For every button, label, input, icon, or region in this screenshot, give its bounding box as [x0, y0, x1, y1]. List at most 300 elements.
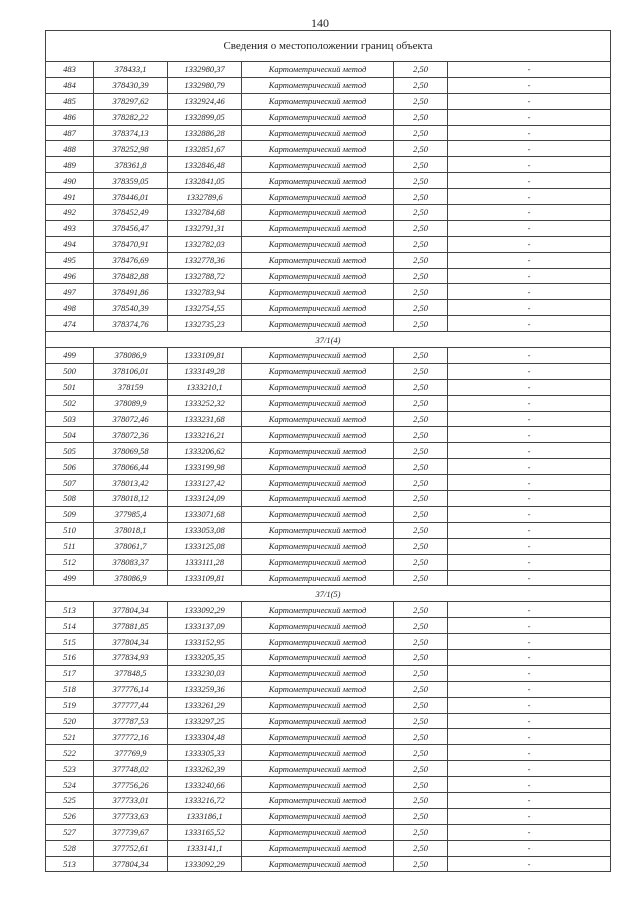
accuracy-cell: 2,50: [394, 761, 448, 777]
y-coordinate-cell: 1333252,32: [168, 395, 242, 411]
x-coordinate-cell: 377756,26: [94, 777, 168, 793]
description-cell: -: [448, 570, 611, 586]
method-cell: Картометрический метод: [242, 109, 394, 125]
accuracy-cell: 2,50: [394, 141, 448, 157]
description-cell: -: [448, 125, 611, 141]
point-number-cell: 504: [46, 427, 94, 443]
accuracy-cell: 2,50: [394, 93, 448, 109]
y-coordinate-cell: 1333240,66: [168, 777, 242, 793]
point-number-cell: 493: [46, 220, 94, 236]
y-coordinate-cell: 1333165,52: [168, 824, 242, 840]
point-number-cell: 522: [46, 745, 94, 761]
point-number-cell: 474: [46, 316, 94, 332]
description-cell: -: [448, 205, 611, 221]
accuracy-cell: 2,50: [394, 618, 448, 634]
method-cell: Картометрический метод: [242, 157, 394, 173]
y-coordinate-cell: 1333186,1: [168, 808, 242, 824]
description-cell: -: [448, 93, 611, 109]
description-cell: -: [448, 284, 611, 300]
point-number-cell: 498: [46, 300, 94, 316]
method-cell: Картометрический метод: [242, 665, 394, 681]
accuracy-cell: 2,50: [394, 824, 448, 840]
point-number-cell: 484: [46, 77, 94, 93]
y-coordinate-cell: 1332784,68: [168, 205, 242, 221]
x-coordinate-cell: 378540,39: [94, 300, 168, 316]
x-coordinate-cell: 378456,47: [94, 220, 168, 236]
accuracy-cell: 2,50: [394, 459, 448, 475]
table-row: [46, 459, 611, 475]
method-cell: Картометрический метод: [242, 506, 394, 522]
y-coordinate-cell: 1333109,81: [168, 570, 242, 586]
table-row: [46, 411, 611, 427]
point-number-cell: 486: [46, 109, 94, 125]
accuracy-cell: 2,50: [394, 411, 448, 427]
accuracy-cell: 2,50: [394, 570, 448, 586]
description-cell: -: [448, 236, 611, 252]
table-row: [46, 300, 611, 316]
y-coordinate-cell: 1332924,46: [168, 93, 242, 109]
x-coordinate-cell: 378086,9: [94, 348, 168, 364]
point-number-cell: 485: [46, 93, 94, 109]
method-cell: Картометрический метод: [242, 284, 394, 300]
y-coordinate-cell: 1333141,1: [168, 840, 242, 856]
accuracy-cell: 2,50: [394, 713, 448, 729]
accuracy-cell: 2,50: [394, 62, 448, 78]
method-cell: Картометрический метод: [242, 252, 394, 268]
point-number-cell: 521: [46, 729, 94, 745]
point-number-cell: 508: [46, 491, 94, 507]
method-cell: Картометрический метод: [242, 236, 394, 252]
method-cell: Картометрический метод: [242, 411, 394, 427]
table-row: [46, 141, 611, 157]
accuracy-cell: 2,50: [394, 220, 448, 236]
x-coordinate-cell: 378066,44: [94, 459, 168, 475]
point-number-cell: 523: [46, 761, 94, 777]
description-cell: -: [448, 459, 611, 475]
accuracy-cell: 2,50: [394, 252, 448, 268]
method-cell: Картометрический метод: [242, 93, 394, 109]
boundary-coordinates-table: [45, 30, 611, 872]
y-coordinate-cell: 1333261,29: [168, 697, 242, 713]
y-coordinate-cell: 1333216,21: [168, 427, 242, 443]
accuracy-cell: 2,50: [394, 840, 448, 856]
table-row: [46, 681, 611, 697]
y-coordinate-cell: 1333199,98: [168, 459, 242, 475]
accuracy-cell: 2,50: [394, 363, 448, 379]
table-row: [46, 792, 611, 808]
y-coordinate-cell: 1333125,08: [168, 538, 242, 554]
description-cell: -: [448, 713, 611, 729]
point-number-cell: 515: [46, 634, 94, 650]
point-number-cell: 526: [46, 808, 94, 824]
method-cell: Картометрический метод: [242, 681, 394, 697]
x-coordinate-cell: 377777,44: [94, 697, 168, 713]
x-coordinate-cell: 378282,22: [94, 109, 168, 125]
table-title: Сведения о местоположении границ объекта: [46, 31, 611, 62]
method-cell: Картометрический метод: [242, 205, 394, 221]
accuracy-cell: 2,50: [394, 157, 448, 173]
accuracy-cell: 2,50: [394, 316, 448, 332]
method-cell: Картометрический метод: [242, 697, 394, 713]
x-coordinate-cell: 378446,01: [94, 189, 168, 205]
point-number-cell: 525: [46, 792, 94, 808]
y-coordinate-cell: 1332846,48: [168, 157, 242, 173]
x-coordinate-cell: 378470,91: [94, 236, 168, 252]
x-coordinate-cell: 378013,42: [94, 475, 168, 491]
y-coordinate-cell: 1333259,36: [168, 681, 242, 697]
table-row: [46, 252, 611, 268]
method-cell: Картометрический метод: [242, 316, 394, 332]
accuracy-cell: 2,50: [394, 395, 448, 411]
accuracy-cell: 2,50: [394, 125, 448, 141]
description-cell: -: [448, 824, 611, 840]
description-cell: -: [448, 792, 611, 808]
y-coordinate-cell: 1332783,94: [168, 284, 242, 300]
y-coordinate-cell: 1333149,28: [168, 363, 242, 379]
description-cell: -: [448, 602, 611, 618]
description-cell: -: [448, 665, 611, 681]
x-coordinate-cell: 377733,63: [94, 808, 168, 824]
x-coordinate-cell: 377748,02: [94, 761, 168, 777]
table-row: [46, 745, 611, 761]
method-cell: Картометрический метод: [242, 522, 394, 538]
point-number-cell: 506: [46, 459, 94, 475]
x-coordinate-cell: 378430,39: [94, 77, 168, 93]
x-coordinate-cell: 378433,1: [94, 62, 168, 78]
method-cell: Картометрический метод: [242, 427, 394, 443]
accuracy-cell: 2,50: [394, 427, 448, 443]
accuracy-cell: 2,50: [394, 109, 448, 125]
accuracy-cell: 2,50: [394, 506, 448, 522]
method-cell: Картометрический метод: [242, 300, 394, 316]
method-cell: Картометрический метод: [242, 348, 394, 364]
description-cell: -: [448, 189, 611, 205]
x-coordinate-cell: 377769,9: [94, 745, 168, 761]
method-cell: Картометрический метод: [242, 443, 394, 459]
method-cell: Картометрический метод: [242, 475, 394, 491]
y-coordinate-cell: 1332791,31: [168, 220, 242, 236]
description-cell: -: [448, 618, 611, 634]
method-cell: Картометрический метод: [242, 379, 394, 395]
method-cell: Картометрический метод: [242, 189, 394, 205]
y-coordinate-cell: 1332788,72: [168, 268, 242, 284]
description-cell: -: [448, 348, 611, 364]
x-coordinate-cell: 378374,13: [94, 125, 168, 141]
method-cell: Картометрический метод: [242, 649, 394, 665]
description-cell: -: [448, 506, 611, 522]
description-cell: -: [448, 316, 611, 332]
x-coordinate-cell: 377804,34: [94, 634, 168, 650]
description-cell: -: [448, 522, 611, 538]
table-row: [46, 125, 611, 141]
table-row: [46, 761, 611, 777]
table-row: [46, 348, 611, 364]
description-cell: -: [448, 745, 611, 761]
y-coordinate-cell: 1333230,03: [168, 665, 242, 681]
description-cell: -: [448, 697, 611, 713]
method-cell: Картометрический метод: [242, 570, 394, 586]
point-number-cell: 519: [46, 697, 94, 713]
table-row: [46, 697, 611, 713]
point-number-cell: 520: [46, 713, 94, 729]
point-number-cell: 501: [46, 379, 94, 395]
accuracy-cell: 2,50: [394, 856, 448, 872]
y-coordinate-cell: 1333092,29: [168, 856, 242, 872]
y-coordinate-cell: 1332778,36: [168, 252, 242, 268]
description-cell: -: [448, 62, 611, 78]
point-number-cell: 492: [46, 205, 94, 221]
description-cell: -: [448, 109, 611, 125]
point-number-cell: 518: [46, 681, 94, 697]
y-coordinate-cell: 1333071,68: [168, 506, 242, 522]
x-coordinate-cell: 377752,61: [94, 840, 168, 856]
accuracy-cell: 2,50: [394, 697, 448, 713]
method-cell: Картометрический метод: [242, 808, 394, 824]
table-row: [46, 602, 611, 618]
y-coordinate-cell: 1333109,81: [168, 348, 242, 364]
y-coordinate-cell: 1332782,03: [168, 236, 242, 252]
x-coordinate-cell: 377881,85: [94, 618, 168, 634]
method-cell: Картометрический метод: [242, 777, 394, 793]
table-row: [46, 443, 611, 459]
point-number-cell: 503: [46, 411, 94, 427]
description-cell: -: [448, 411, 611, 427]
accuracy-cell: 2,50: [394, 522, 448, 538]
y-coordinate-cell: 1333137,09: [168, 618, 242, 634]
description-cell: -: [448, 173, 611, 189]
table-row: [46, 316, 611, 332]
point-number-cell: 494: [46, 236, 94, 252]
x-coordinate-cell: 378361,8: [94, 157, 168, 173]
x-coordinate-cell: 378359,05: [94, 173, 168, 189]
y-coordinate-cell: 1333216,72: [168, 792, 242, 808]
table-row: [46, 189, 611, 205]
y-coordinate-cell: 1332886,28: [168, 125, 242, 141]
method-cell: Картометрический метод: [242, 761, 394, 777]
y-coordinate-cell: 1333231,68: [168, 411, 242, 427]
method-cell: Картометрический метод: [242, 363, 394, 379]
y-coordinate-cell: 1332851,67: [168, 141, 242, 157]
x-coordinate-cell: 377804,34: [94, 856, 168, 872]
x-coordinate-cell: 378106,01: [94, 363, 168, 379]
description-cell: -: [448, 268, 611, 284]
description-cell: -: [448, 363, 611, 379]
description-cell: -: [448, 856, 611, 872]
point-number-cell: 527: [46, 824, 94, 840]
x-coordinate-cell: 378061,7: [94, 538, 168, 554]
table-row: [46, 570, 611, 586]
method-cell: Картометрический метод: [242, 618, 394, 634]
table-title-row: [46, 31, 611, 62]
y-coordinate-cell: 1332841,05: [168, 173, 242, 189]
x-coordinate-cell: 378491,86: [94, 284, 168, 300]
table-row: [46, 554, 611, 570]
method-cell: Картометрический метод: [242, 141, 394, 157]
point-number-cell: 499: [46, 348, 94, 364]
table-row: [46, 522, 611, 538]
point-number-cell: 511: [46, 538, 94, 554]
point-number-cell: 500: [46, 363, 94, 379]
description-cell: -: [448, 729, 611, 745]
point-number-cell: 513: [46, 602, 94, 618]
accuracy-cell: 2,50: [394, 268, 448, 284]
point-number-cell: 512: [46, 554, 94, 570]
accuracy-cell: 2,50: [394, 300, 448, 316]
description-cell: -: [448, 491, 611, 507]
table-row: [46, 157, 611, 173]
y-coordinate-cell: 1333304,48: [168, 729, 242, 745]
y-coordinate-cell: 1333124,09: [168, 491, 242, 507]
point-number-cell: 489: [46, 157, 94, 173]
method-cell: Картометрический метод: [242, 538, 394, 554]
method-cell: Картометрический метод: [242, 268, 394, 284]
y-coordinate-cell: 1332735,23: [168, 316, 242, 332]
accuracy-cell: 2,50: [394, 729, 448, 745]
table-row: [46, 77, 611, 93]
section-header-row: [46, 586, 611, 602]
point-number-cell: 487: [46, 125, 94, 141]
table-row: [46, 62, 611, 78]
description-cell: -: [448, 300, 611, 316]
table-row: [46, 649, 611, 665]
description-cell: -: [448, 252, 611, 268]
description-cell: -: [448, 141, 611, 157]
method-cell: Картометрический метод: [242, 77, 394, 93]
point-number-cell: 490: [46, 173, 94, 189]
table-row: [46, 427, 611, 443]
x-coordinate-cell: 377804,34: [94, 602, 168, 618]
method-cell: Картометрический метод: [242, 173, 394, 189]
accuracy-cell: 2,50: [394, 348, 448, 364]
y-coordinate-cell: 1333152,95: [168, 634, 242, 650]
accuracy-cell: 2,50: [394, 443, 448, 459]
table-row: [46, 618, 611, 634]
accuracy-cell: 2,50: [394, 538, 448, 554]
section-label: 37/1(4): [46, 332, 611, 348]
point-number-cell: 505: [46, 443, 94, 459]
point-number-cell: 510: [46, 522, 94, 538]
description-cell: -: [448, 538, 611, 554]
x-coordinate-cell: 378072,46: [94, 411, 168, 427]
x-coordinate-cell: 377733,01: [94, 792, 168, 808]
method-cell: Картометрический метод: [242, 713, 394, 729]
x-coordinate-cell: 378452,49: [94, 205, 168, 221]
point-number-cell: 517: [46, 665, 94, 681]
x-coordinate-cell: 377848,5: [94, 665, 168, 681]
table-row: [46, 93, 611, 109]
method-cell: Картометрический метод: [242, 745, 394, 761]
table-row: [46, 729, 611, 745]
y-coordinate-cell: 1333111,28: [168, 554, 242, 570]
table-row: [46, 856, 611, 872]
point-number-cell: 497: [46, 284, 94, 300]
description-cell: -: [448, 840, 611, 856]
method-cell: Картометрический метод: [242, 491, 394, 507]
method-cell: Картометрический метод: [242, 824, 394, 840]
point-number-cell: 509: [46, 506, 94, 522]
x-coordinate-cell: 377739,67: [94, 824, 168, 840]
table-row: [46, 173, 611, 189]
x-coordinate-cell: 378069,58: [94, 443, 168, 459]
table-row: [46, 395, 611, 411]
point-number-cell: 491: [46, 189, 94, 205]
y-coordinate-cell: 1333053,08: [168, 522, 242, 538]
accuracy-cell: 2,50: [394, 634, 448, 650]
method-cell: Картометрический метод: [242, 220, 394, 236]
method-cell: Картометрический метод: [242, 554, 394, 570]
method-cell: Картометрический метод: [242, 856, 394, 872]
point-number-cell: 502: [46, 395, 94, 411]
table-row: [46, 824, 611, 840]
table-row: [46, 491, 611, 507]
accuracy-cell: 2,50: [394, 554, 448, 570]
accuracy-cell: 2,50: [394, 745, 448, 761]
method-cell: Картометрический метод: [242, 395, 394, 411]
x-coordinate-cell: 377772,16: [94, 729, 168, 745]
point-number-cell: 496: [46, 268, 94, 284]
x-coordinate-cell: 378018,12: [94, 491, 168, 507]
table-row: [46, 205, 611, 221]
table-row: [46, 475, 611, 491]
table-row: [46, 220, 611, 236]
point-number-cell: 516: [46, 649, 94, 665]
accuracy-cell: 2,50: [394, 665, 448, 681]
x-coordinate-cell: 378297,62: [94, 93, 168, 109]
method-cell: Картометрический метод: [242, 634, 394, 650]
x-coordinate-cell: 378018,1: [94, 522, 168, 538]
description-cell: -: [448, 157, 611, 173]
method-cell: Картометрический метод: [242, 792, 394, 808]
x-coordinate-cell: 377776,14: [94, 681, 168, 697]
point-number-cell: 513: [46, 856, 94, 872]
point-number-cell: 488: [46, 141, 94, 157]
x-coordinate-cell: 378086,9: [94, 570, 168, 586]
table-row: [46, 109, 611, 125]
accuracy-cell: 2,50: [394, 205, 448, 221]
description-cell: -: [448, 475, 611, 491]
method-cell: Картометрический метод: [242, 125, 394, 141]
table-row: [46, 506, 611, 522]
y-coordinate-cell: 1333127,42: [168, 475, 242, 491]
point-number-cell: 495: [46, 252, 94, 268]
section-header-row: [46, 332, 611, 348]
accuracy-cell: 2,50: [394, 284, 448, 300]
accuracy-cell: 2,50: [394, 189, 448, 205]
accuracy-cell: 2,50: [394, 777, 448, 793]
y-coordinate-cell: 1333210,1: [168, 379, 242, 395]
description-cell: -: [448, 395, 611, 411]
point-number-cell: 514: [46, 618, 94, 634]
table-row: [46, 840, 611, 856]
description-cell: -: [448, 379, 611, 395]
accuracy-cell: 2,50: [394, 236, 448, 252]
method-cell: Картометрический метод: [242, 729, 394, 745]
method-cell: Картометрический метод: [242, 62, 394, 78]
accuracy-cell: 2,50: [394, 808, 448, 824]
x-coordinate-cell: 378482,88: [94, 268, 168, 284]
x-coordinate-cell: 378072,36: [94, 427, 168, 443]
section-label: 37/1(5): [46, 586, 611, 602]
accuracy-cell: 2,50: [394, 602, 448, 618]
y-coordinate-cell: 1332980,37: [168, 62, 242, 78]
point-number-cell: 499: [46, 570, 94, 586]
table-row: [46, 363, 611, 379]
accuracy-cell: 2,50: [394, 649, 448, 665]
description-cell: -: [448, 427, 611, 443]
accuracy-cell: 2,50: [394, 681, 448, 697]
y-coordinate-cell: 1332980,79: [168, 77, 242, 93]
table-row: [46, 808, 611, 824]
